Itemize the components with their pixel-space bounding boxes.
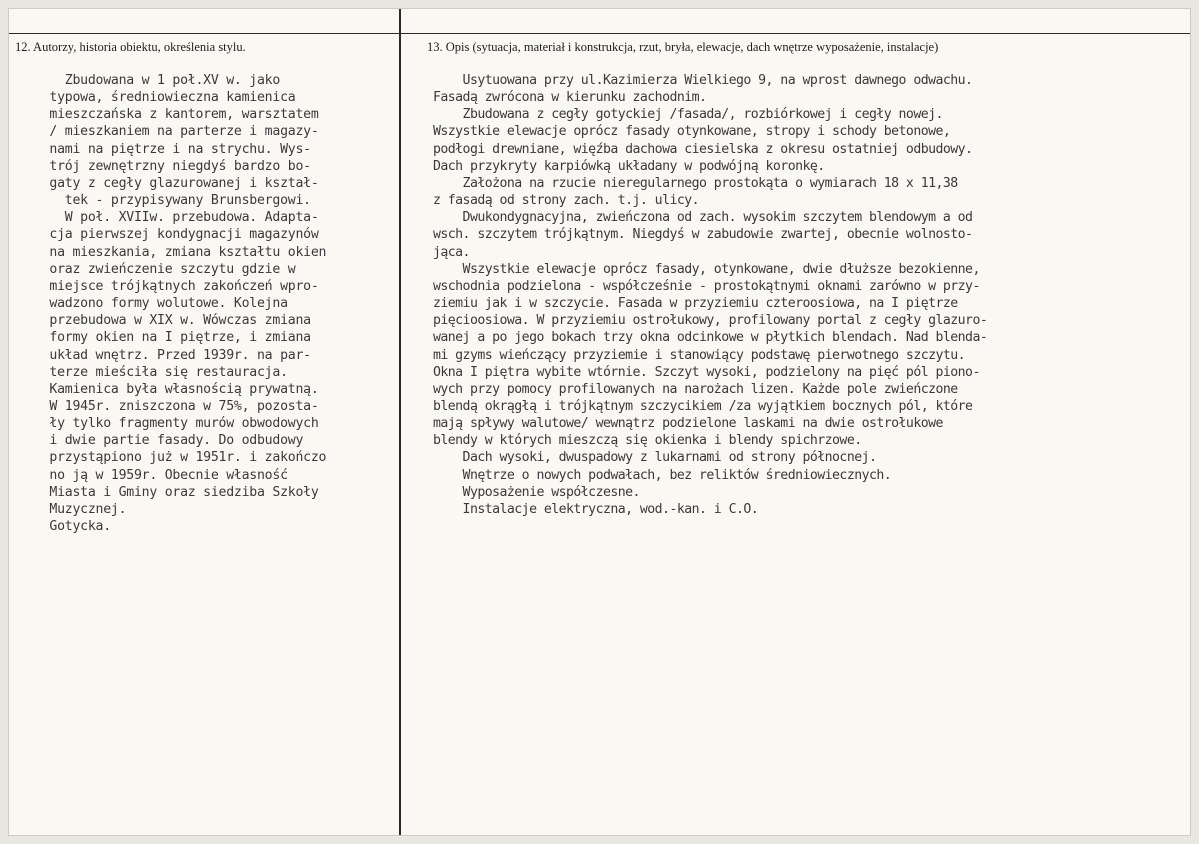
history-line: oraz zwieńczenie szczytu gdzie w (34, 261, 296, 277)
description-line: Dach przykryty karpiówką układany w podwójną koronkę. (433, 158, 825, 174)
history-line: ły tylko fragmenty murów obwodowych (34, 416, 319, 432)
history-line: formy okien na I piętrze, i zmiana (34, 330, 311, 346)
history-line: gaty z cegły glazurowanej i kształ- (34, 175, 319, 191)
history-line: W 1945r. zniszczona w 75%, pozosta- (34, 398, 319, 414)
history-line: cja pierwszej kondygnacji magazynów (34, 227, 319, 243)
history-line: układ wnętrz. Przed 1939r. na par- (34, 347, 311, 363)
column-divider (399, 9, 401, 835)
section-12-heading: 12. Autorzy, historia obiektu, określenia stylu. (15, 40, 246, 54)
history-line: Kamienica była własnością prywatną. (34, 381, 319, 397)
description-line: mają spływy walutowe/ wewnątrz podzielone laskami na dwie ostrołukowe (433, 416, 943, 432)
section-13-heading: 13. Opis (sytuacja, materiał i konstrukcja, rzut, bryła, elewacje, dach wnętrze wyposażenie, instalacje) (427, 40, 939, 54)
description-line: Zbudowana z cegły gotyckiej /fasada/, rozbiórkowej i cegły nowej. (433, 107, 943, 123)
history-line: przebudowa w XIX w. Wówczas zmiana (34, 313, 311, 329)
description-line: Wszystkie elewacje oprócz fasady, otynkowane, dwie dłuższe bezokienne, (433, 261, 980, 277)
history-line: wadzono formy wolutowe. Kolejna (34, 296, 288, 312)
description-line: wsch. szczytem trójkątnym. Niegdyś w zabudowie zwartej, obecnie wolnosto- (433, 227, 973, 243)
description-line: Usytuowana przy ul.Kazimierza Wielkiego 9, na wprost dawnego odwachu. (433, 73, 973, 88)
history-line: na mieszkania, zmiana kształtu okien (34, 244, 327, 260)
history-text (34, 72, 326, 535)
description-line: Wnętrze o nowych podwałach, bez reliktów średniowiecznych. (433, 467, 892, 483)
history-line: Zbudowana w 1 poł.XV w. jako (34, 73, 281, 88)
history-line: Miasta i Gminy oraz siedziba Szkoły (34, 484, 319, 500)
history-line: miejsce trójkątnych zakończeń wpro- (34, 278, 319, 294)
description-line: Wszystkie elewacje oprócz fasady otynkowane, stropy i schody betonowe, (433, 124, 951, 140)
description-line: Dach wysoki, dwuspadowy z lukarnami od strony północnej. (433, 450, 877, 466)
history-line: terze mieściła się restauracja. (34, 364, 288, 380)
description-line: mi gzyms wieńczący przyziemie i stanowiący podstawę pierwotnego szczytu. (433, 347, 966, 363)
description-line: Założona na rzucie nieregularnego prostokąta o wymiarach 18 x 11,38 (433, 175, 958, 191)
description-line: Dwukondygnacyjna, zwieńczona od zach. wysokim szczytem blendowym a od (433, 210, 973, 226)
description-text (433, 72, 987, 518)
description-line: wanej a po jego bokach trzy okna odcinkowe w płytkich blendach. Nad blenda- (433, 330, 988, 346)
description-line: Wyposażenie współczesne. (433, 484, 640, 500)
description-line: z fasadą od strony zach. t.j. ulicy. (433, 193, 700, 209)
description-line: Fasadą zwrócona w kierunku zachodnim. (433, 90, 707, 106)
description-line: Instalacje elektryczna, wod.-kan. i C.O. (433, 501, 759, 517)
history-line: typowa, średniowieczna kamienica (34, 90, 296, 106)
history-line: Gotycka. (34, 519, 111, 535)
header-rule (9, 33, 1190, 34)
description-line: podłogi drewniane, więźba dachowa ciesielska z okresu ostatniej odbudowy. (433, 141, 973, 157)
history-line: przystąpiono już w 1951r. i zakończo (34, 450, 327, 466)
history-line: nami na piętrze i na strychu. Wys- (34, 141, 311, 157)
history-line: W poł. XVIIw. przebudowa. Adapta- (34, 210, 319, 226)
history-line: trój zewnętrzny niegdyś bardzo bo- (34, 158, 311, 174)
history-line: mieszczańska z kantorem, warsztatem (34, 107, 319, 123)
description-line: ziemiu jak i w szczycie. Fasada w przyziemiu czteroosiowa, na I piętrze (433, 296, 958, 312)
description-line: jąca. (433, 244, 470, 260)
description-line: blendą okrągłą i trójkątnym szczycikiem /za wyjątkiem bocznych pól, które (433, 398, 973, 414)
inventory-card (8, 8, 1191, 836)
description-line: pięcioosiowa. W przyziemiu ostrołukowy, profilowany portal z cegły glazuro- (433, 313, 988, 329)
history-line: Muzycznej. (34, 501, 127, 517)
history-line: no ją w 1959r. Obecnie własność (34, 467, 288, 483)
description-line: wschodnia podzielona - współcześnie - prostokątnymi oknami zarówno w przy- (433, 278, 980, 294)
history-line: / mieszkaniem na parterze i magazy- (34, 124, 319, 140)
description-line: Okna I piętra wybite wtórnie. Szczyt wysoki, podzielony na pięć pól piono- (433, 364, 980, 380)
description-line: blendy w których mieszczą się okienka i blendy spichrzowe. (433, 433, 862, 449)
description-line: wych przy pomocy profilowanych na narożach lizen. Każde pole zwieńczone (433, 381, 958, 397)
history-line: i dwie partie fasady. Do odbudowy (34, 433, 304, 449)
history-line: tek - przypisywany Brunsbergowi. (34, 193, 311, 209)
